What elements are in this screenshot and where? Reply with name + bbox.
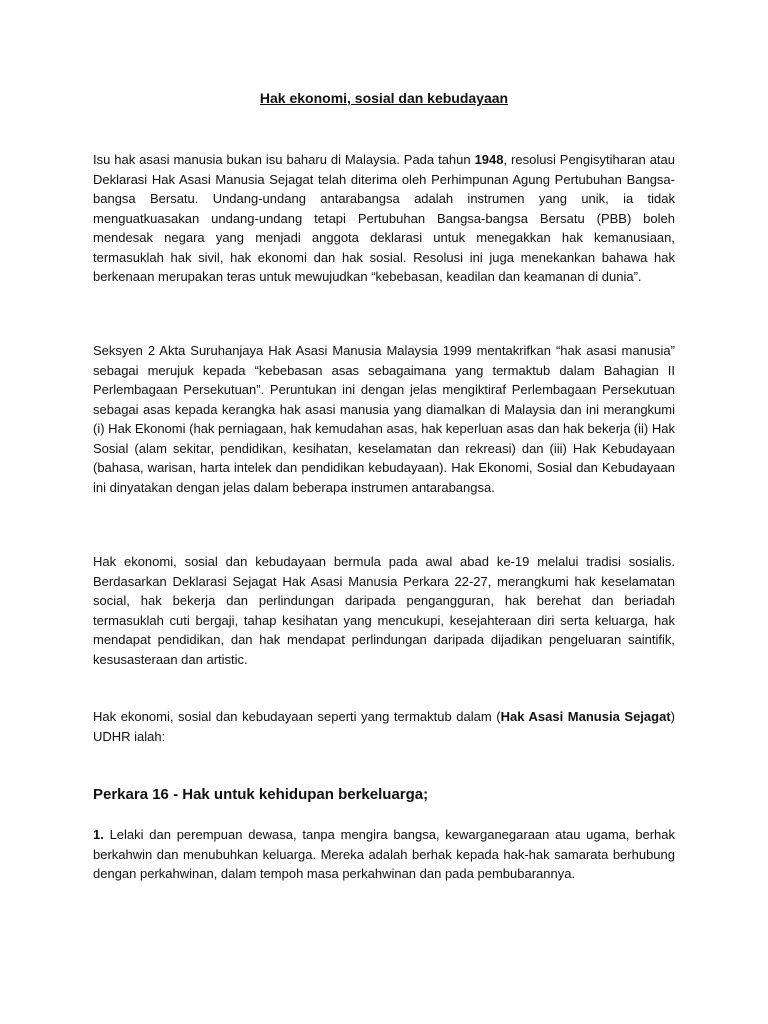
paragraph-4-text-b: ) UDHR ialah:	[93, 709, 675, 744]
paragraph-2: Seksyen 2 Akta Suruhanjaya Hak Asasi Manusia Malaysia 1999 mentakrifkan “hak asasi manusia” sebagai merujuk kepada “kebebasan asas sebagaimana yang termaktub dalam Bahagian II Perlembagaan Persekutuan”. Peruntukan ini dengan jelas mengiktiraf Perlembagaan Persekutuan sebagai asas kepada kerangka hak asasi manusia yang diamalkan di Malaysia dan ini merangkumi (i) Hak Ekonomi (hak perniagaan, hak kemudahan asas, hak keperluan asas dan hak bekerja (ii) Hak Sosial (alam sekitar, pendidikan, kesihatan, keselamatan dan rekreasi) dan (iii) Hak Kebudayaan (bahasa, warisan, harta intelek dan pendidikan kebudayaan). Hak Ekonomi, Sosial dan Kebudayaan ini dinyatakan dengan jelas dalam beberapa instrumen antarabangsa.	[93, 343, 675, 495]
paragraph-4-bold: Hak Asasi Manusia Sejagat	[500, 709, 671, 724]
paragraph-1-text-a: Isu hak asasi manusia bukan isu baharu di Malaysia. Pada tahun	[93, 152, 475, 167]
paragraph-4	[93, 707, 675, 746]
paragraph-5-number: 1.	[93, 827, 104, 842]
paragraph-5	[93, 825, 675, 884]
page-title: Hak ekonomi, sosial dan kebudayaan	[259, 90, 509, 106]
paragraph-3: Hak ekonomi, sosial dan kebudayaan bermula pada awal abad ke-19 melalui tradisi sosialis. Berdasarkan Deklarasi Sejagat Hak Asasi Manusia Perkara 22-27, merangkumi hak keselamatan social, hak bekerja dan perlindungan daripada pengangguran, hak berehat dan beriadah termasuklah cuti bergaji, tahap kesihatan yang mencukupi, kesejahteraan diri serta keluarga, hak mendapat pendidikan, dan hak mendapat perlindungan daripada dijadikan pengeluaran saintifik, kesusasteraan dan artistic.	[93, 554, 675, 667]
section-heading: Perkara 16 - Hak untuk kehidupan berkeluarga;	[93, 786, 429, 803]
paragraph-5-text: Lelaki dan perempuan dewasa, tanpa mengira bangsa, kewarganegaraan atau ugama, berhak berkahwin dan menubuhkan keluarga. Mereka adalah berhak kepada hak-hak samarata berhubung dengan perkahwinan, dalam tempoh masa perkahwinan dan pada pembubarannya.	[93, 827, 675, 881]
paragraph-1-text-b: , resolusi Pengisytiharan atau Deklarasi Hak Asasi Manusia Sejagat telah diterima oleh Perhimpunan Agung Pertubuhan Bangsa-bangsa Bersatu. Undang-undang antarabangsa adalah instrumen yang unik, ia tidak menguatkuasakan undang-undang tetapi Pertubuhan Bangsa-bangsa Bersatu (PBB) boleh mendesak negara yang menjadi anggota deklarasi untuk menegakkan hak kemanusiaan, termasuklah hak sivil, hak ekonomi dan hak sosial. Resolusi ini juga menekankan bahawa hak berkenaan merupakan teras untuk mewujudkan “kebebasan, keadilan dan keamanan di dunia”.	[93, 152, 676, 284]
paragraph-1	[93, 150, 675, 287]
paragraph-1-year: 1948	[474, 152, 504, 167]
paragraph-4-text-a: Hak ekonomi, sosial dan kebudayaan seperti yang termaktub dalam (	[93, 709, 501, 724]
